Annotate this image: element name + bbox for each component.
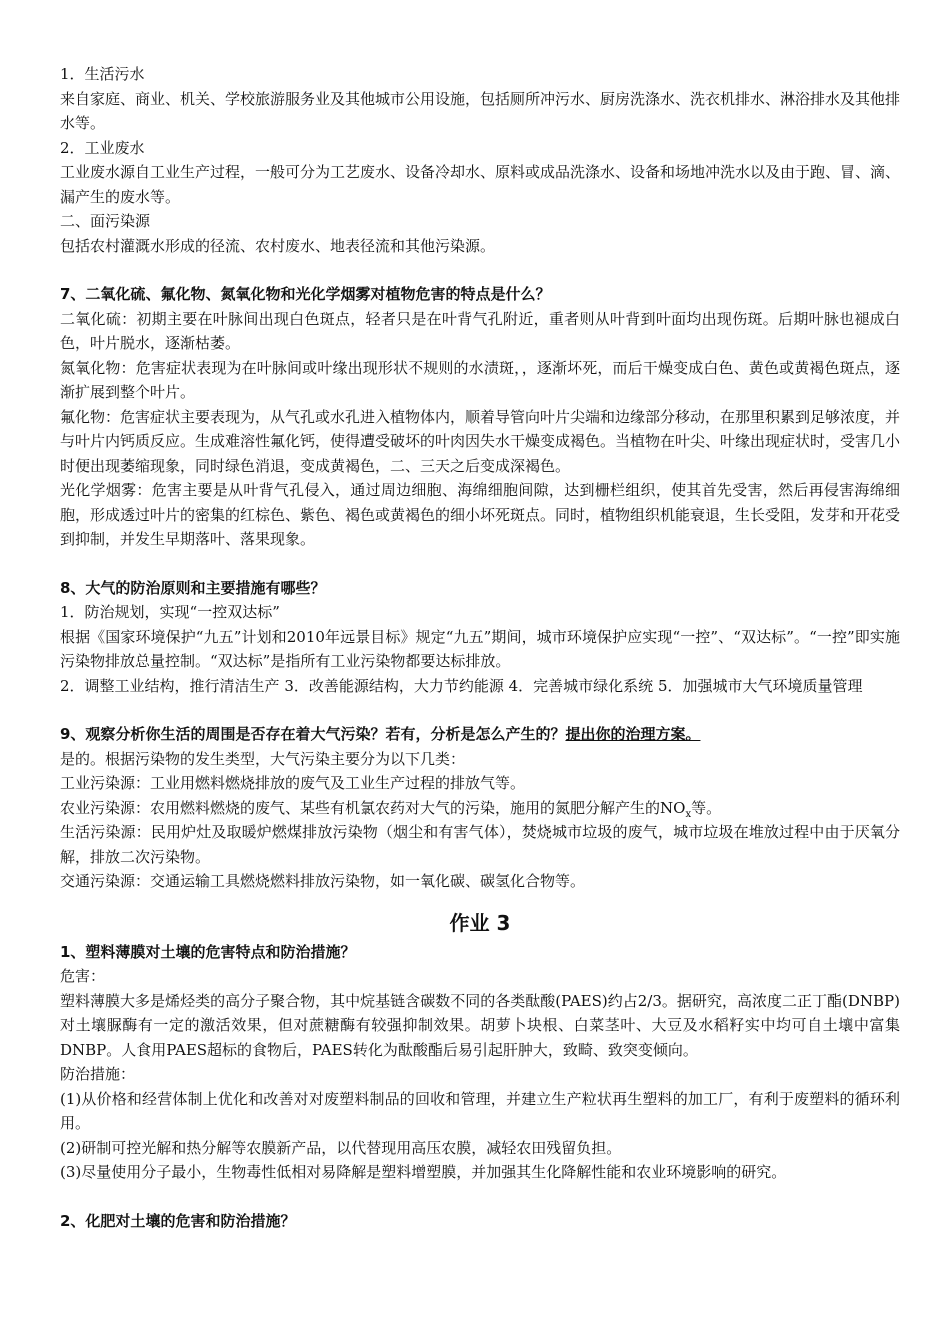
label: 危害：: [60, 967, 106, 985]
paragraph: 二氧化硫：初期主要在叶脉间出现白色斑点，轻者只是在叶背气孔附近，重者则从叶背到叶面均出现伤斑。后期叶脉也褪成白色，叶片脱水，逐渐枯萎。: [60, 309, 900, 352]
subscript: x: [685, 808, 692, 820]
paragraph: 来自家庭、商业、机关、学校旅游服务业及其他城市公用设施，包括厕所冲污水、厨房洗涤水、洗衣机排水、淋浴排水及其他排水等。: [60, 89, 901, 132]
document-page: [60, 62, 900, 1233]
question-heading: [60, 722, 900, 747]
paragraph: (2)研制可控光解和热分解等农膜新产品，以代替现用高压农膜，减轻农田残留负担。: [60, 1138, 622, 1157]
paragraph: 氮氧化物：危害症状表现为在叶脉间或叶缘出现形状不规则的水渍斑，，逐渐坏死，而后干燥变成白色、黄色或黄褐色斑点，逐渐扩展到整个叶片。: [60, 358, 900, 401]
paragraph: 根据《国家环境保护“九五”计划和2010年远景目标》规定“九五”期间，城市环境保护应实现“一控”、“双达标”。“一控”即实施污染物排放总量控制。“双达标”是指所有工业污染物都要达标排放。: [60, 627, 900, 670]
question-heading: 7、二氧化硫、氟化物、氮氧化物和光化学烟雾对植物危害的特点是什么？: [60, 285, 551, 303]
paragraph: [60, 796, 900, 821]
question-text: 9、观察分析你生活的周围是否存在着大气污染？若有，分析是怎么产生的？: [60, 725, 566, 743]
paragraph: 1．防治规划，实现“一控双达标”: [60, 603, 280, 621]
paragraph: 是的。根据污染物的发生类型，大气污染主要分为以下几类：: [60, 749, 466, 768]
item-title: 1．生活污水: [60, 65, 145, 83]
question-heading: 2、化肥对土壤的危害和防治措施？: [60, 1211, 296, 1230]
paragraph: 氟化物：危害症状主要表现为，从气孔或水孔进入植物体内，顺着导管向叶片尖端和边缘部分移动，在那里积累到足够浓度，并与叶片内钙质反应。生成难溶性氟化钙，使得遭受破坏的叶肉因失水干燥变成褐色。当植物在叶尖、叶缘出现症状时，受害几小时便出现萎缩现象，同时绿色消退，变成黄褐色，二、三天之后变成深褐色。: [60, 407, 901, 475]
homework-title: 作业 3: [449, 910, 511, 935]
text: 农业污染源：农用燃料燃烧的废气、某些有机氯农药对大气的污染，施用的氮肥分解产生的NO: [60, 798, 686, 817]
question-heading: 1、塑料薄膜对土壤的危害特点和防治措施？: [60, 942, 356, 961]
paragraph: 工业废水源自工业生产过程，一般可分为工艺废水、设备冷却水、原料或成品洗涤水、设备和场地冲洗水以及由于跑、冒、滴、漏产生的废水等。: [60, 163, 901, 206]
paragraph: 交通污染源：交通运输工具燃烧燃料排放污染物，如一氧化碳、碳氢化合物等。: [60, 872, 586, 890]
section-title: 二、面污染源: [60, 212, 151, 230]
paragraph: 塑料薄膜大多是烯烃类的高分子聚合物，其中烷基链含碳数不同的各类酞酸(PAES)约占2/3。据研究，高浓度二正丁酯(DNBP)对土壤脲酶有一定的激活效果，但对蔗糖酶有较强抑制效果。胡萝卜块根、白菜茎叶、大豆及水稻籽实中均可自土壤中富集DNBP。人食用PAES超标的食物后，PAES转化为酞酸酯后易引起肝肿大，致畸、致突变倾向。: [60, 991, 900, 1059]
paragraph: 2．调整工业结构，推行清洁生产 3．改善能源结构，大力节约能源 4．完善城市绿化系统 5．加强城市大气环境质量管理: [60, 676, 863, 695]
paragraph: 生活污染源：民用炉灶及取暖炉燃煤排放污染物（烟尘和有害气体），焚烧城市垃圾的废气，城市垃圾在堆放过程中由于厌氧分解，排放二次污染物。: [60, 823, 900, 866]
text: 等。: [691, 798, 722, 817]
paragraph: (1)从价格和经营体制上优化和改善对对废塑料制品的回收和管理，并建立生产粒状再生塑料的加工厂，有利于废塑料的循环利用。: [60, 1089, 900, 1132]
question-heading: 8、大气的防治原则和主要措施有哪些？: [60, 578, 326, 597]
paragraph: 包括农村灌溉水形成的径流、农村废水、地表径流和其他污染源。: [60, 236, 496, 255]
paragraph: (3)尽量使用分子最小，生物毒性低相对易降解是塑料增塑膜，并加强其生化降解性能和农业环境影响的研究。: [60, 1163, 787, 1181]
underlined-text: 提出你的治理方案。: [565, 725, 701, 743]
paragraph: 光化学烟雾：危害主要是从叶背气孔侵入，通过周边细胞、海绵细胞间隙，达到栅栏组织，使其首先受害，然后再侵害海绵细胞，形成透过叶片的密集的红棕色、紫色、褐色或黄褐色的细小坏死斑点。同时，植物组织机能衰退，生长受阻，发芽和开花受到抑制，并发生早期落叶、落果现象。: [60, 481, 901, 548]
paragraph: 工业污染源：工业用燃料燃烧排放的废气及工业生产过程的排放气等。: [60, 774, 526, 792]
item-title: 2．工业废水: [60, 138, 145, 157]
label: 防治措施：: [60, 1065, 136, 1083]
